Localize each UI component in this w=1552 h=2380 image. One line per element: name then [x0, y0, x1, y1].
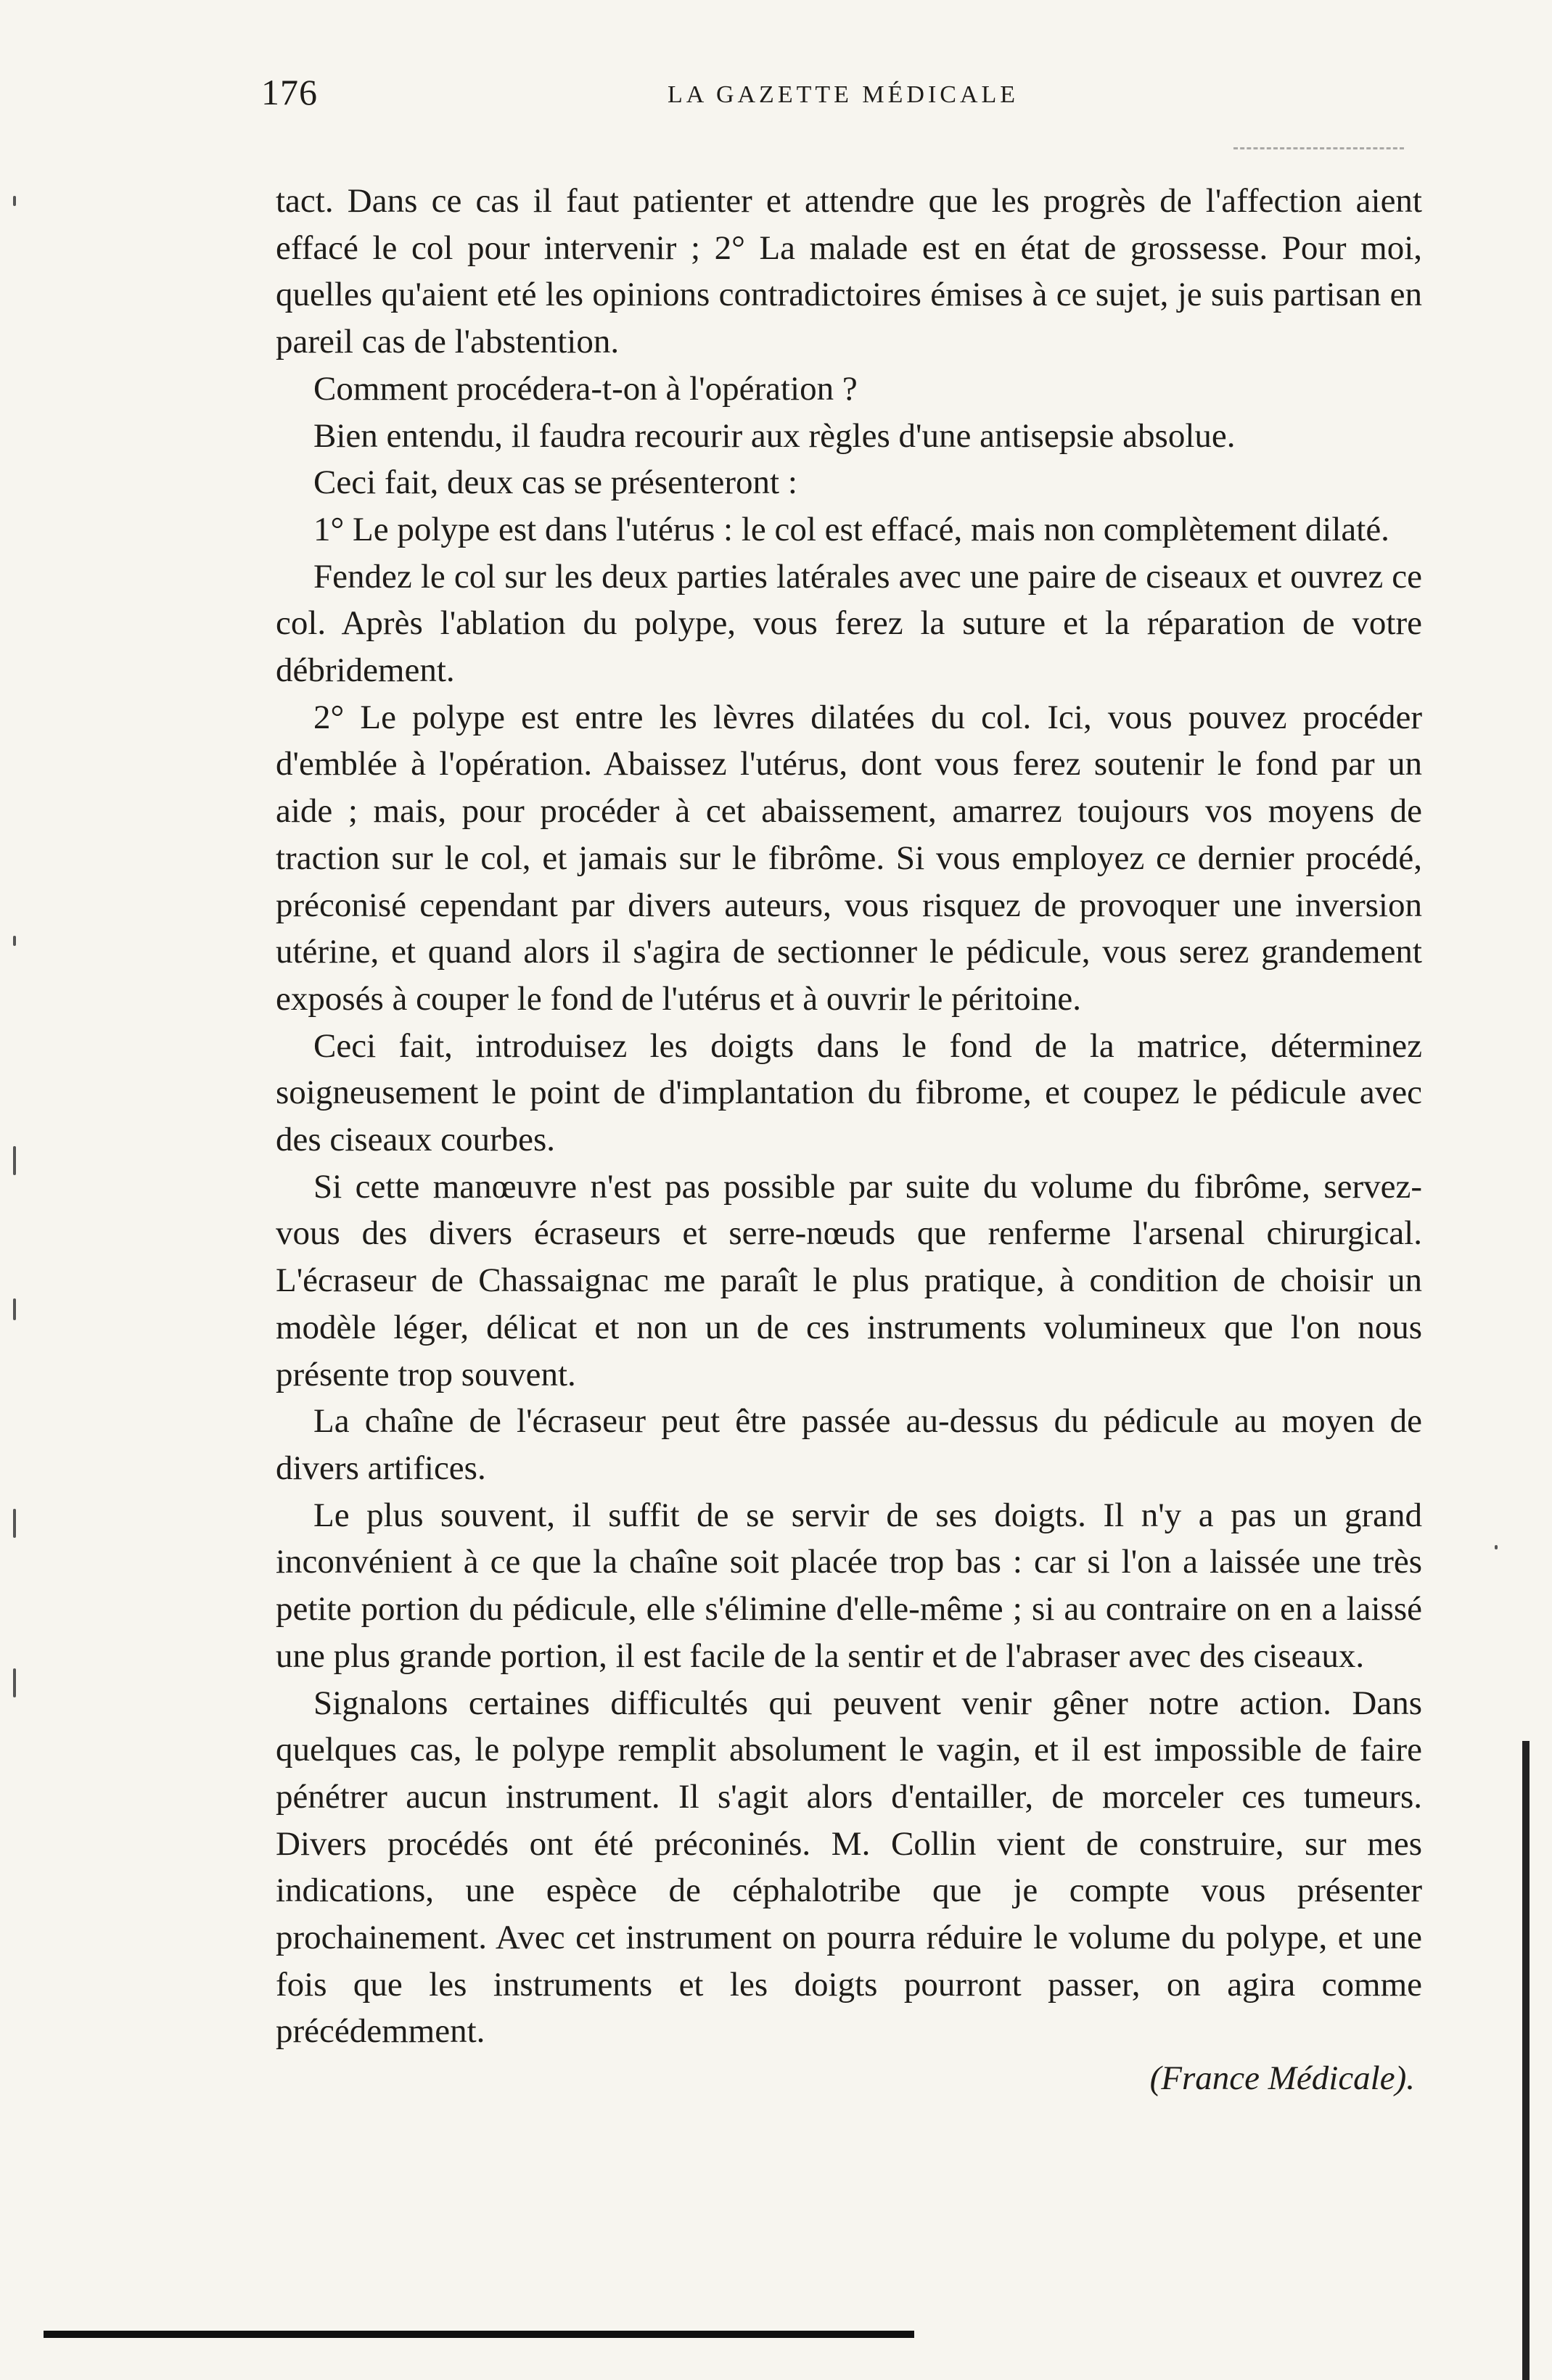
paragraph: Si cette manœuvre n'est pas possible par suite du volume du fibrôme, servez-vous des divers écraseurs et serre-nœuds que renferme l'arsenal chirurgical. L'écraseur de Chassaignac me paraît le plus pratique, à condition de choisir un modèle léger, délicat et non un de ces instruments volumineux que l'on nous présente trop souvent.	[276, 1167, 1422, 1393]
article-body	[276, 178, 1422, 2102]
header-rule	[1233, 147, 1404, 149]
paragraph: 2° Le polype est entre les lèvres dilatées du col. Ici, vous pouvez procéder d'emblée à l'opération. Abaissez l'utérus, dont vous ferez soutenir le fond par un aide ; mais, pour procéder à cet abaissement, amarrez toujours vos moyens de traction sur le col, et jamais sur le fibrôme. Si vous employez ce dernier procédé, préconisé cependant par divers auteurs, vous risquez de provoquer une inversion utérine, et quand alors il s'agira de sectionner le pédicule, vous serez grandement exposés à couper le fond de l'utérus et à ouvrir le péritoine.	[276, 698, 1422, 1018]
margin-mark	[13, 936, 16, 946]
paragraph: Signalons certaines difficultés qui peuvent venir gêner notre action. Dans quelques cas, le polype remplit absolument le vagin, et il est impossible de faire pénétrer aucun instrument. Il s'agit alors d'entailler, de morceler ces tumeurs. Divers procédés ont été préconinés. M. Collin vient de construire, sur mes indications, une espèce de céphalotribe que je compte vous présenter prochainement. Avec cet instrument on pourra réduire le volume du polype, et une fois que les instruments et les doigts pourront passer, on agira comme précédemment.	[276, 1684, 1422, 2051]
margin-mark	[13, 1146, 16, 1175]
paragraph: Le plus souvent, il suffit de se servir de ses doigts. Il n'y a pas un grand inconvénient à ce que la chaîne soit placée trop bas : car si l'on a laissée une très petite portion du pédicule, elle s'élimine d'elle-même ; si au contraire on en a laissé une plus grande portion, il est facile de la sentir et de l'abraser avec des ciseaux.	[276, 1496, 1422, 1675]
paragraph: Ceci fait, introduisez les doigts dans le fond de la matrice, déterminez soigneusement le point de d'implantation du fibrome, et coupez le pédicule avec des ciseaux courbes.	[276, 1026, 1422, 1159]
page-number: 176	[261, 72, 318, 112]
paragraph: Bien entendu, il faudra recourir aux règles d'une antisepsie absolue.	[313, 416, 1236, 455]
margin-mark	[13, 1668, 16, 1697]
margin-mark	[1495, 1545, 1498, 1549]
margin-mark	[13, 1509, 16, 1538]
paragraph: Fendez le col sur les deux parties latérales avec une paire de ciseaux et ouvrez ce col. Après l'ablation du polype, vous ferez la suture et la réparation de votre débridement.	[276, 557, 1422, 690]
bottom-rule	[44, 2331, 914, 2338]
margin-mark	[13, 1298, 16, 1320]
paragraph: Comment procédera-t-on à l'opération ?	[313, 369, 858, 408]
paragraph: 1° Le polype est dans l'utérus : le col est effacé, mais non complètement dilaté.	[313, 510, 1389, 548]
right-edge-shadow	[1522, 1741, 1530, 2380]
paragraph: La chaîne de l'écraseur peut être passée au-dessus du pédicule au moyen de divers artifices.	[276, 1402, 1422, 1487]
paragraph: tact. Dans ce cas il faut patienter et attendre que les progrès de l'affection aient effacé le col pour intervenir ; 2° La malade est en état de grossesse. Pour moi, quelles qu'aient eté les opinions contradictoires émises à ce sujet, je suis partisan en pareil cas de l'abstention.	[276, 182, 1422, 361]
running-title: LA GAZETTE MÉDICALE	[668, 81, 1019, 108]
paragraph: Ceci fait, deux cas se présenteront :	[313, 464, 797, 502]
source-citation: (France Médicale).	[1149, 2059, 1415, 2098]
margin-mark	[13, 196, 16, 206]
